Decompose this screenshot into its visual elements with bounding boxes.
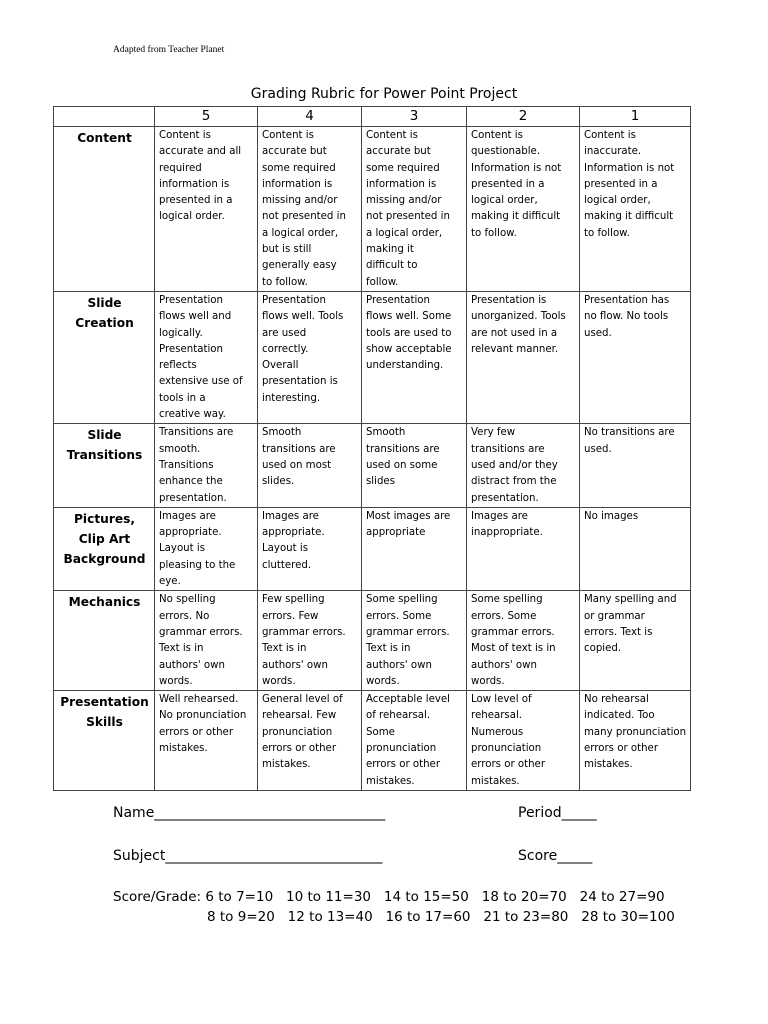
cell-text: Some spelling errors. Some grammar errors. Most of text is in authors' own words. bbox=[471, 594, 556, 687]
rubric-cell bbox=[467, 691, 580, 791]
criterion-cell bbox=[54, 507, 155, 590]
column-header: 4 bbox=[258, 107, 362, 127]
rubric-cell bbox=[258, 127, 362, 292]
rubric-cell bbox=[580, 507, 691, 590]
cell-text: Content is accurate but some required information is missing and/or not presented in a logical order, but is still generally easy to follow. bbox=[262, 130, 346, 288]
source-note: Adapted from Teacher Planet bbox=[113, 45, 225, 55]
rubric-cell bbox=[580, 424, 691, 507]
criterion-label: Slide Creation bbox=[75, 295, 134, 330]
rubric-cell bbox=[155, 127, 258, 292]
name-field[interactable]: Name_________________________________ bbox=[113, 805, 386, 821]
criterion-label: Mechanics bbox=[68, 595, 141, 610]
score-grade-line-2: 8 to 9=20 12 to 13=40 16 to 17=60 21 to 23=80 28 to 30=100 bbox=[207, 909, 675, 925]
rubric-cell bbox=[258, 591, 362, 691]
cell-text: Presentation has no flow. No tools used. bbox=[584, 294, 670, 339]
criterion-label: Pictures, Clip Art Background bbox=[63, 511, 146, 566]
table-row bbox=[54, 691, 691, 791]
column-header: 3 bbox=[362, 107, 467, 127]
rubric-cell bbox=[467, 127, 580, 292]
column-header: 5 bbox=[155, 107, 258, 127]
criterion-label: Presentation Skills bbox=[60, 695, 149, 730]
cell-text: Content is questionable. Information is not presented in a logical order, making it difficult to follow. bbox=[471, 130, 562, 239]
rubric-cell bbox=[155, 291, 258, 423]
criterion-cell bbox=[54, 424, 155, 507]
rubric-cell bbox=[362, 291, 467, 423]
rubric-cell bbox=[580, 127, 691, 292]
cell-text: Very few transitions are used and/or they distract from the presentation. bbox=[471, 427, 558, 504]
score-grade-line-1: Score/Grade: 6 to 7=10 10 to 11=30 14 to 15=50 18 to 20=70 24 to 27=90 bbox=[113, 889, 665, 905]
period-field[interactable]: Period_____ bbox=[518, 805, 597, 821]
rubric-cell bbox=[258, 691, 362, 791]
rubric-cell bbox=[467, 424, 580, 507]
cell-text: General level of rehearsal. Few pronunciation errors or other mistakes. bbox=[262, 694, 343, 771]
cell-text: Images are appropriate. Layout is pleasing to the eye. bbox=[159, 510, 236, 588]
score-field[interactable]: Score_____ bbox=[518, 848, 593, 864]
page-title: Grading Rubric for Power Point Project bbox=[250, 86, 518, 102]
corner-cell bbox=[54, 107, 155, 127]
rubric-cell bbox=[580, 691, 691, 791]
cell-text: Presentation is unorganized. Tools are not used in a relevant manner. bbox=[471, 294, 566, 355]
rubric-cell bbox=[258, 507, 362, 590]
rubric-cell bbox=[467, 291, 580, 423]
cell-text: Well rehearsed. No pronunciation errors or other mistakes. bbox=[159, 694, 247, 754]
cell-text: Images are inappropriate. bbox=[471, 510, 543, 539]
cell-text: Presentation flows well and logically. Presentation reflects extensive use of tools in a creative way. bbox=[159, 294, 243, 421]
cell-text: No rehearsal indicated. Too many pronunciation errors or other mistakes. bbox=[584, 694, 687, 771]
cell-text: Content is inaccurate. Information is not presented in a logical order, making it difficult to follow. bbox=[584, 130, 675, 239]
rubric-cell bbox=[467, 591, 580, 691]
rubric-cell bbox=[155, 591, 258, 691]
cell-text: No images bbox=[584, 510, 639, 522]
criterion-cell bbox=[54, 127, 155, 292]
header-row bbox=[54, 107, 691, 127]
criterion-cell bbox=[54, 291, 155, 423]
rubric-cell bbox=[580, 591, 691, 691]
cell-text: No spelling errors. No grammar errors. Text is in authors' own words. bbox=[159, 594, 243, 687]
cell-text: Smooth transitions are used on most slides. bbox=[262, 427, 336, 488]
cell-text: Few spelling errors. Few grammar errors. Text is in authors' own words. bbox=[262, 594, 346, 687]
column-header: 2 bbox=[467, 107, 580, 127]
cell-text: Presentation flows well. Tools are used correctly. Overall presentation is interesting. bbox=[262, 294, 344, 404]
rubric-table bbox=[53, 106, 691, 791]
cell-text: Presentation flows well. Some tools are used to show acceptable understanding. bbox=[366, 294, 452, 372]
table-row bbox=[54, 127, 691, 292]
table-row bbox=[54, 424, 691, 507]
rubric-cell bbox=[155, 507, 258, 590]
criterion-label: Content bbox=[77, 131, 132, 145]
table-row bbox=[54, 291, 691, 423]
rubric-cell bbox=[467, 507, 580, 590]
cell-text: No transitions are used. bbox=[584, 427, 675, 455]
rubric-cell bbox=[155, 424, 258, 507]
cell-text: Low level of rehearsal. Numerous pronunciation errors or other mistakes. bbox=[471, 694, 546, 787]
rubric-cell bbox=[362, 424, 467, 507]
cell-text: Many spelling and or grammar errors. Text is copied. bbox=[584, 594, 677, 655]
cell-text: Content is accurate and all required information is presented in a logical order. bbox=[159, 130, 242, 223]
rubric-cell bbox=[258, 291, 362, 423]
table-row bbox=[54, 507, 691, 590]
cell-text: Acceptable level of rehearsal. Some pronunciation errors or other mistakes. bbox=[366, 694, 450, 787]
column-header: 1 bbox=[580, 107, 691, 127]
rubric-cell bbox=[362, 691, 467, 791]
table-row bbox=[54, 591, 691, 691]
rubric-cell bbox=[155, 691, 258, 791]
rubric-cell bbox=[580, 291, 691, 423]
cell-text: Transitions are smooth. Transitions enhance the presentation. bbox=[159, 427, 234, 504]
rubric-cell bbox=[362, 127, 467, 292]
criterion-cell bbox=[54, 591, 155, 691]
rubric-cell bbox=[362, 591, 467, 691]
cell-text: Some spelling errors. Some grammar errors. Text is in authors' own words. bbox=[366, 594, 450, 687]
criterion-label: Slide Transitions bbox=[66, 428, 143, 463]
criterion-cell bbox=[54, 691, 155, 791]
rubric-cell bbox=[258, 424, 362, 507]
cell-text: Images are appropriate. Layout is cluttered. bbox=[262, 510, 325, 571]
subject-field[interactable]: Subject_______________________________ bbox=[113, 848, 383, 864]
cell-text: Most images are appropriate bbox=[366, 510, 451, 539]
cell-text: Smooth transitions are used on some slides bbox=[366, 427, 440, 488]
cell-text: Content is accurate but some required information is missing and/or not presented in a logical order, making it difficult to follow. bbox=[366, 130, 450, 288]
rubric-cell bbox=[362, 507, 467, 590]
